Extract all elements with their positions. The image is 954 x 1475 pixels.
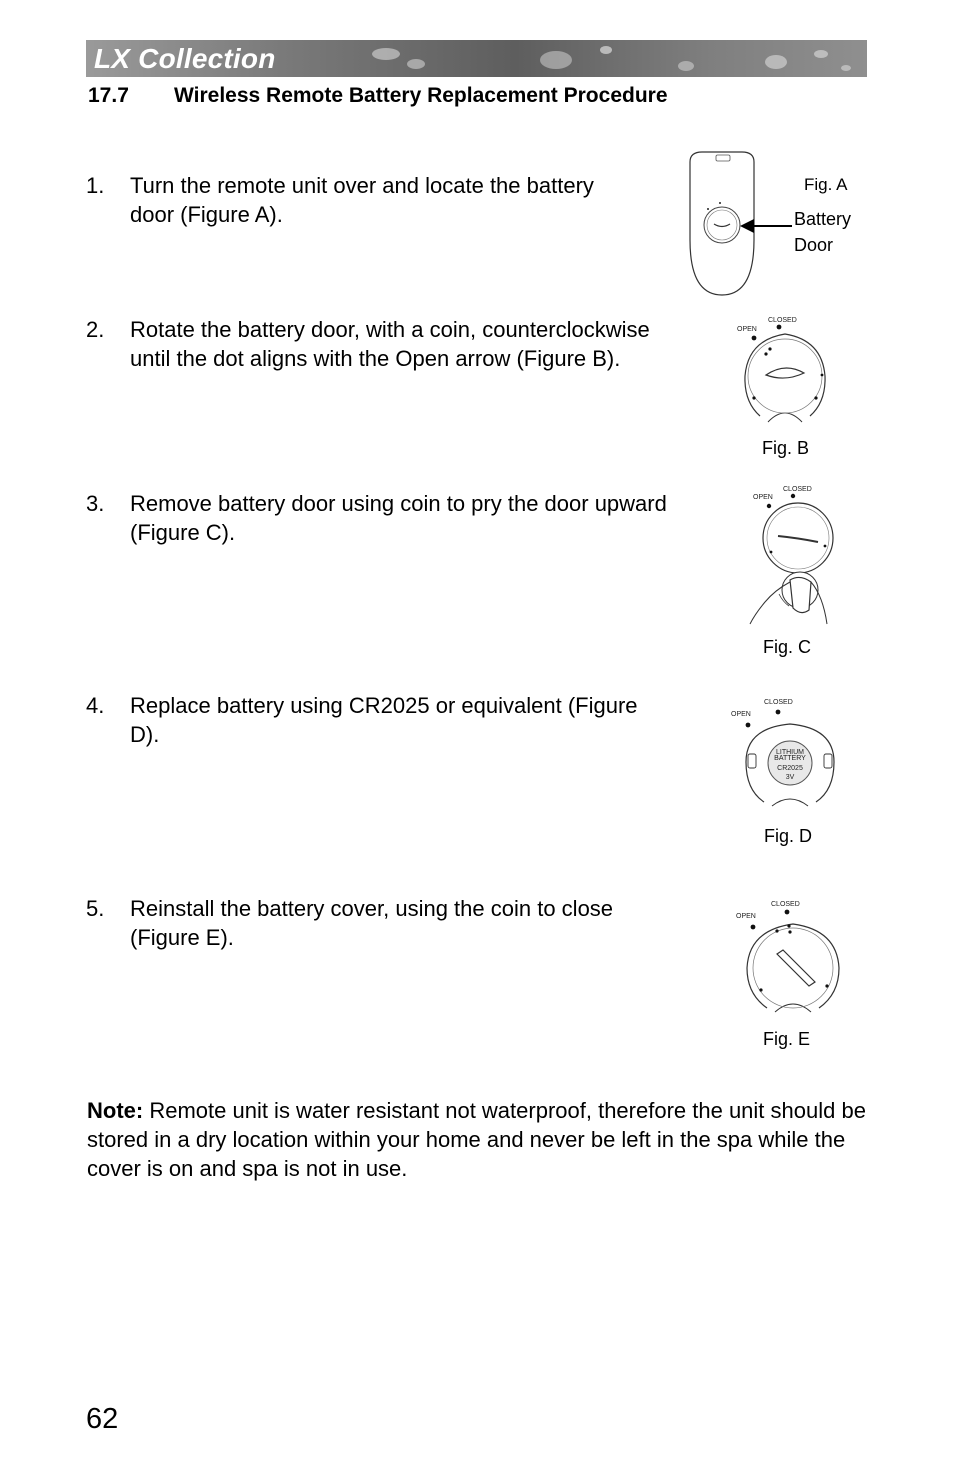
step-4: [86, 691, 696, 751]
svg-text:CLOSED: CLOSED: [783, 486, 812, 493]
section-heading: [88, 84, 668, 108]
step-5: [86, 894, 686, 954]
svg-text:CLOSED: CLOSED: [768, 317, 797, 324]
step-text: Reinstall the battery cover, using the coin to close (Figure E).: [130, 896, 614, 950]
fig-a-callout: Battery Door: [794, 209, 852, 255]
step-number: 4.: [86, 693, 105, 718]
fig-c-label: Fig. C: [763, 637, 812, 657]
step-number: 3.: [86, 491, 105, 516]
callout-arrow: [738, 216, 794, 236]
svg-text:OPEN: OPEN: [753, 494, 773, 501]
fig-e-label: Fig. E: [763, 1029, 811, 1049]
header-bar: [86, 40, 867, 77]
fig-a-label: Fig. A: [804, 175, 848, 194]
section-title: Wireless Remote Battery Replacement Procedure: [174, 84, 668, 107]
page-number: 62: [86, 1403, 119, 1435]
header-title: LX Collection: [94, 43, 276, 74]
step-2: [86, 315, 716, 375]
svg-text:OPEN: OPEN: [736, 913, 756, 920]
note-text: Remote unit is water resistant not waterproof, therefore the unit should be stored in a dry location within your home and never be left in the spa while the cover is on and spa is not in use.: [87, 1098, 866, 1181]
step-number: 2.: [86, 317, 105, 342]
battery-cr2025-illustration: [728, 694, 843, 814]
step-3: [86, 489, 726, 549]
fig-b-label: Fig. B: [762, 438, 810, 458]
note-label: Note:: [87, 1098, 144, 1123]
step-number: 1.: [86, 173, 105, 198]
battery-door-open-illustration: [730, 312, 840, 430]
svg-text:3V: 3V: [785, 774, 795, 781]
svg-text:CLOSED: CLOSED: [764, 699, 793, 706]
step-text: Rotate the battery door, with a coin, counterclockwise until the dot aligns with the Open arrow (Figure B).: [130, 317, 650, 371]
step-text: Remove battery door using coin to pry the door upward (Figure C).: [130, 491, 667, 545]
note-paragraph: [87, 1096, 867, 1183]
svg-text:OPEN: OPEN: [731, 711, 751, 718]
svg-text:CR2025: CR2025: [777, 765, 803, 772]
section-number: 17.7: [88, 84, 129, 107]
coin-pry-illustration: [745, 482, 845, 632]
svg-text:LITHIUM: LITHIUM: [776, 749, 804, 756]
step-text: Turn the remote unit over and locate the battery door (Figure A).: [130, 173, 594, 227]
fig-d-label: Fig. D: [764, 826, 813, 846]
step-1: [86, 171, 646, 231]
step-number: 5.: [86, 896, 105, 921]
battery-door-closed-illustration: [733, 896, 845, 1021]
step-text: Replace battery using CR2025 or equivalent (Figure D).: [130, 693, 638, 747]
svg-text:OPEN: OPEN: [737, 326, 757, 333]
svg-text:BATTERY: BATTERY: [774, 755, 806, 762]
svg-text:CLOSED: CLOSED: [771, 901, 800, 908]
